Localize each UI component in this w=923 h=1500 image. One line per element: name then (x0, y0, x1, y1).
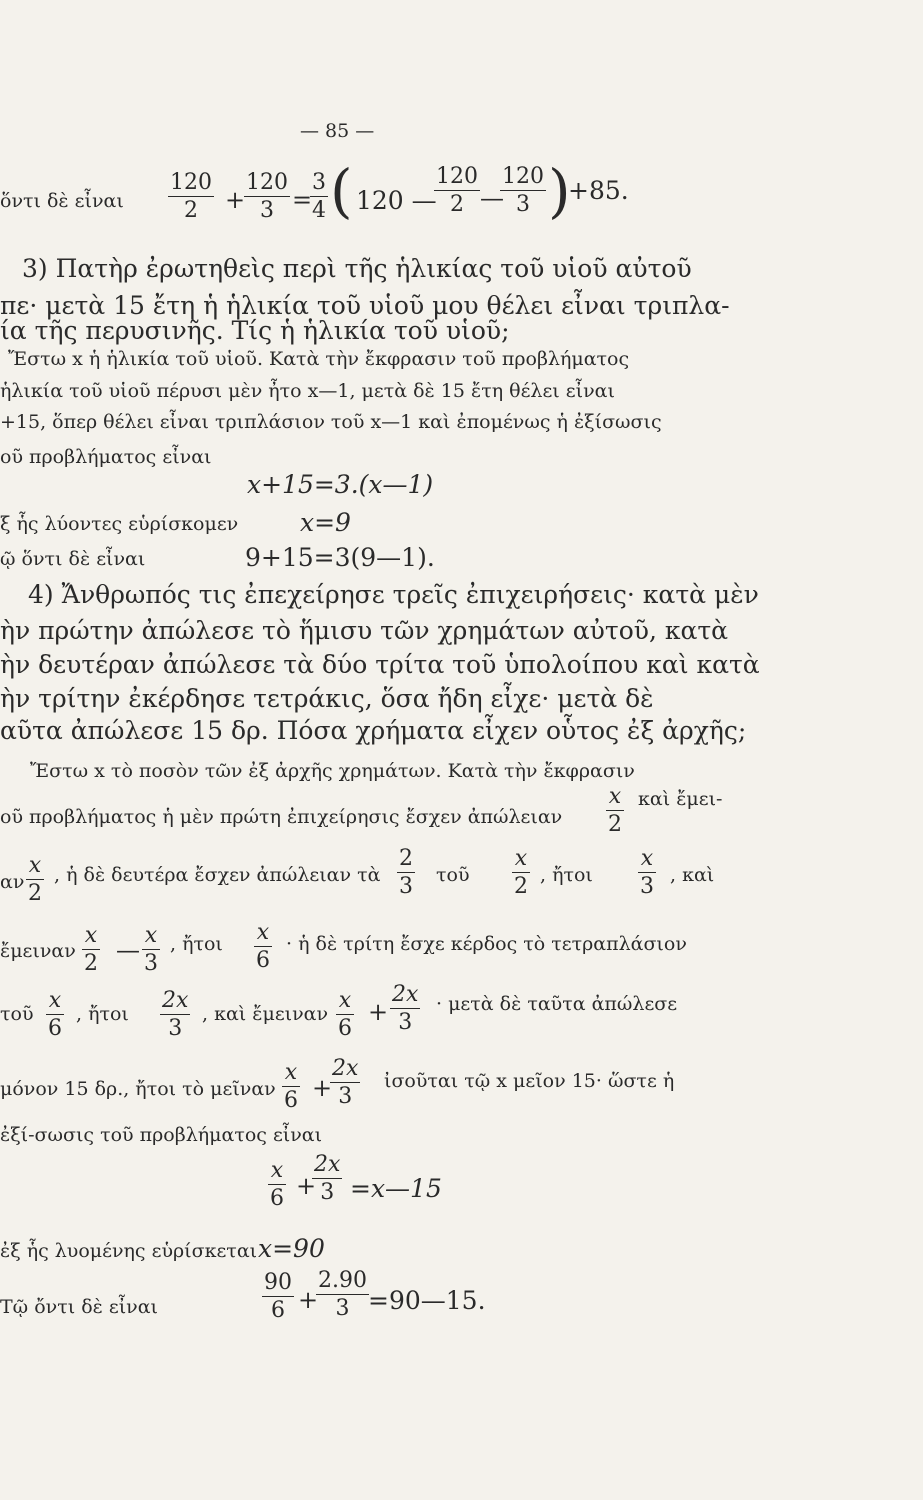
equation: x=9 (300, 508, 351, 537)
solution-4-line: τοῦ (436, 864, 470, 886)
equals-sign: = (292, 186, 313, 214)
solution-3-line: ξ ἧς λύοντες εὑρίσκομεν (0, 513, 239, 535)
fraction: x 3 (144, 923, 158, 976)
solution-4-line: αν (0, 871, 25, 893)
fraction: x 6 (338, 988, 352, 1041)
equation: 9+15=3(9—1). (245, 543, 435, 572)
plus-sign: + (296, 1172, 317, 1200)
fraction: x 2 (84, 923, 98, 976)
fraction: 3 4 (312, 170, 326, 223)
math-term: 120 — (356, 186, 437, 215)
minus-sign: — (116, 936, 140, 964)
math-term: +85. (568, 176, 629, 205)
close-paren: ) (548, 157, 571, 225)
solution-4-line: , ἤτοι (76, 1003, 129, 1025)
problem-3-line: 3) Πατὴρ ἐρωτηθεὶς περὶ τῆς ἡλικίας τοῦ υἱοῦ αὐτοῦ (22, 254, 692, 283)
solution-4-line: τοῦ (0, 1003, 34, 1025)
solution-3-line: οῦ προβλήματος εἶναι (0, 446, 212, 468)
problem-4-line: αῦτα ἀπώλεσε 15 δρ. Πόσα χρήματα εἶχεν οὗτος ἐξ ἀρχῆς; (0, 716, 747, 745)
open-paren: ( (330, 157, 353, 225)
text-line: ὅντι δὲ εἶναι (0, 190, 124, 212)
solution-4-line: καὶ ἔμει- (638, 788, 723, 810)
fraction: 90 6 (264, 1270, 292, 1323)
solution-4-line: Ἔστω x τὸ ποσὸν τῶν ἐξ ἀρχῆς χρημάτων. Κατὰ τὴν ἔκφρασιν (30, 760, 635, 782)
fraction: 2x 3 (392, 982, 419, 1035)
equation: =90—15. (368, 1286, 486, 1315)
solution-3-line: ῷ ὅντι δὲ εἶναι (0, 548, 146, 570)
solution-4-line: ἔμειναν (0, 940, 76, 962)
solution-4-line: , καὶ ἔμειναν (202, 1003, 329, 1025)
solution-4-line: · μετὰ δὲ ταῦτα ἀπώλεσε (436, 993, 678, 1015)
plus-sign: + (368, 998, 389, 1026)
problem-4-line: ὴν δευτέραν ἀπώλεσε τὰ δύο τρίτα τοῦ ὑπολοίπου καὶ κατὰ (0, 650, 760, 679)
plus-sign: + (298, 1286, 319, 1314)
solution-4-line: , καὶ (670, 864, 715, 886)
fraction: 120 3 (246, 170, 288, 223)
fraction: 120 3 (502, 164, 544, 217)
problem-4-line: 4) Ἄνθρωπός τις ἐπεχείρησε τρεῖς ἐπιχειρήσεις· κατὰ μὲν (28, 580, 759, 609)
fraction: 120 2 (170, 170, 212, 223)
solution-4-line: · ἡ δὲ τρίτη ἔσχε κέρδος τὸ τετραπλάσιον (286, 933, 687, 955)
fraction: x 6 (48, 988, 62, 1041)
solution-4-line: , ἤτοι (540, 864, 593, 886)
problem-4-line: ὴν τρίτην ἐκέρδησε τετράκις, ὅσα ἤδη εἶχε· μετὰ δὲ (0, 684, 654, 713)
fraction: 2.90 3 (318, 1268, 367, 1321)
fraction: x 6 (284, 1060, 298, 1113)
fraction: 120 2 (436, 164, 478, 217)
equation: =x—15 (350, 1174, 442, 1203)
fraction: x 2 (608, 784, 622, 837)
equation: x=90 (258, 1234, 325, 1263)
solution-4-line: ἐξ ἧς λυομένης εὑρίσκεται (0, 1240, 258, 1262)
fraction: 2x 3 (314, 1152, 341, 1205)
solution-4-line: μόνον 15 δρ., ἤτοι τὸ μεῖναν (0, 1078, 276, 1100)
equation: x+15=3.(x—1) (247, 470, 434, 499)
minus-sign: — (480, 184, 504, 212)
fraction: x 6 (256, 920, 270, 973)
solution-4-line: ἐξί-σωσις τοῦ προβλήματος εἶναι (0, 1124, 323, 1146)
solution-4-line: Τῷ ὄντι δὲ εἶναι (0, 1296, 158, 1318)
solution-4-line: , ἡ δὲ δευτέρα ἔσχεν ἀπώλειαν τὰ (54, 864, 381, 886)
problem-3-line: πε· μετὰ 15 ἔτη ἡ ἡλικία τοῦ υἱοῦ μου θέλει εἶναι τριπλα- (0, 291, 730, 320)
solution-3-line: ἡλικία τοῦ υἱοῦ πέρυσι μὲν ἦτο x—1, μετὰ δὲ 15 ἔτη θέλει εἶναι (0, 380, 615, 402)
fraction: 2x 3 (162, 988, 189, 1041)
solution-4-line: , ἤτοι (170, 933, 223, 955)
solution-4-line: ἰσοῦται τῷ x μεῖον 15· ὥστε ἡ (384, 1070, 675, 1092)
fraction: x 2 (514, 846, 528, 899)
fraction: 2x 3 (332, 1056, 359, 1109)
plus-sign: + (312, 1074, 333, 1102)
fraction: 2 3 (399, 846, 413, 899)
solution-3-line: Ἔστω x ἡ ἡλικία τοῦ υἱοῦ. Κατὰ τὴν ἔκφρασιν τοῦ προβλήματος (8, 348, 630, 370)
fraction: x 6 (270, 1158, 284, 1211)
problem-4-line: ὴν πρώτην ἀπώλεσε τὸ ἥμισυ τῶν χρημάτων αὐτοῦ, κατὰ (0, 616, 729, 645)
page-number: — 85 — (300, 120, 375, 142)
fraction: x 3 (640, 846, 654, 899)
fraction: x 2 (28, 853, 42, 906)
plus-sign: + (225, 186, 246, 214)
problem-3-line: ία τῆς περυσινῆς. Τίς ἡ ἡλικία τοῦ υἱοῦ; (0, 316, 510, 345)
solution-3-line: +15, ὅπερ θέλει εἶναι τριπλάσιον τοῦ x—1 καὶ ἐπομένως ἡ ἐξίσωσις (0, 411, 662, 433)
solution-4-line: οῦ προβλήματος ἡ μὲν πρώτη ἐπιχείρησις ἔσχεν ἀπώλειαν (0, 806, 563, 828)
